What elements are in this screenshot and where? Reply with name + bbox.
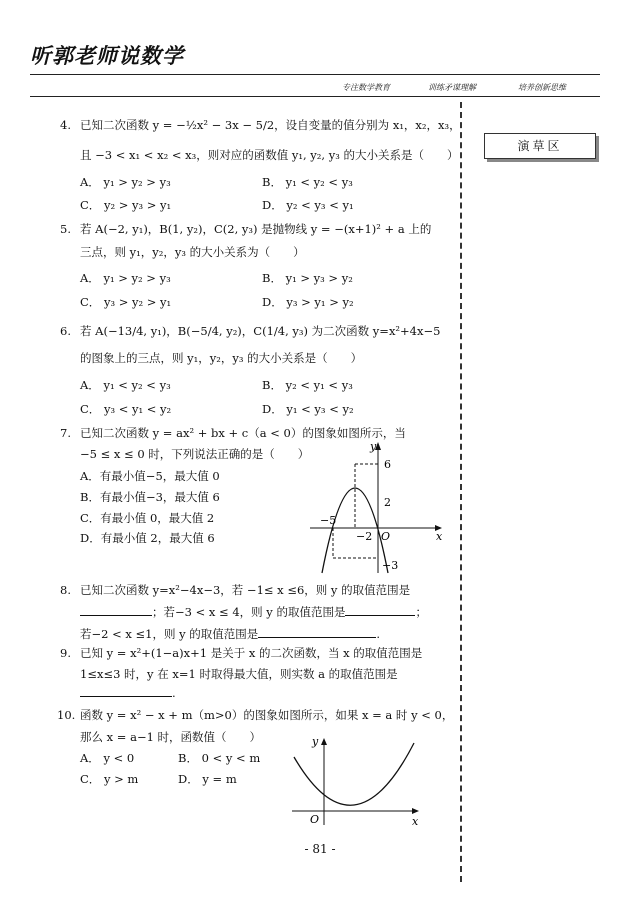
q5-option-d: D． y₃ > y₁ > y₂	[262, 295, 354, 309]
q9-number: 9.	[60, 646, 71, 660]
q8-line3-end: .	[376, 627, 380, 641]
q4-option-b: B． y₁ < y₂ < y₃	[262, 175, 353, 189]
q10-option-a: A． y < 0	[80, 751, 135, 765]
q5-option-c: C． y₃ > y₂ > y₁	[80, 295, 172, 309]
q10-parabola-graph	[286, 735, 431, 830]
q7-line2: −5 ≤ x ≤ 0 时，下列说法正确的是（ ）	[80, 447, 310, 461]
q4-option-a: A． y₁ > y₂ > y₃	[80, 175, 171, 189]
header-tag-2: 训练矛谋理解	[428, 83, 476, 92]
q9-line3-end: .	[172, 686, 176, 700]
q8-blank-2[interactable]	[345, 605, 415, 616]
q10-line2: 那么 x = a−1 时，函数值（ ）	[80, 730, 262, 744]
q10-label-x: x	[412, 815, 419, 828]
q7-option-d: D．有最小值 2，最大值 6	[80, 531, 215, 545]
q6-option-a: A． y₁ < y₂ < y₃	[80, 378, 171, 392]
q10-option-c: C． y > m	[80, 772, 139, 786]
q5-line1: 若 A(−2, y₁)，B(1, y₂)，C(2, y₃) 是抛物线 y = −(x+1)² + a 上的	[80, 222, 432, 236]
q7-label-y: y	[370, 440, 377, 453]
q8-blank-1[interactable]	[80, 605, 152, 616]
q9-blank[interactable]	[80, 686, 172, 697]
header-rule-top	[30, 74, 600, 75]
q10-label-y: y	[312, 735, 319, 748]
q9-line2: 1≤x≤3 时，y 在 x=1 时取得最大值，则实数 a 的取值范围是	[80, 667, 398, 681]
page-header-title: 听郭老师说数学	[30, 43, 184, 68]
q6-option-b: B． y₂ < y₁ < y₃	[262, 378, 353, 392]
q7-label-2: 2	[384, 496, 391, 509]
q8-line2-end: ；	[415, 605, 427, 619]
q10-y-arrow	[321, 738, 327, 745]
q10-line1: 函数 y = x² − x + m（m>0）的图象如图所示，如果 x = a 时 y < 0，	[80, 708, 454, 722]
q10-option-d: D． y = m	[178, 772, 237, 786]
q5-option-a: A． y₁ > y₂ > y₃	[80, 271, 171, 285]
q7-line1: 已知二次函数 y = ax² + bx + c（a < 0）的图象如图所示，当	[80, 426, 406, 440]
q7-option-b: B．有最小值−3，最大值 6	[80, 490, 220, 504]
scratch-area-label: 演草区	[484, 133, 596, 159]
q7-label-x: x	[436, 530, 443, 543]
q7-option-a: A．有最小值−5，最大值 0	[80, 469, 220, 483]
q8-line3-text: 若−2 < x ≤1，则 y 的取值范围是	[80, 627, 259, 641]
q7-label-neg2: −2	[356, 530, 373, 543]
q9-line1: 已知 y = x²+(1−a)x+1 是关于 x 的二次函数，当 x 的取值范围是	[80, 646, 423, 660]
q7-number: 7.	[60, 426, 71, 440]
q10-x-arrow	[412, 808, 419, 814]
header-tag-3: 培养创新思维	[518, 83, 566, 92]
q6-number: 6.	[60, 324, 71, 338]
scratch-divider	[460, 102, 462, 882]
header-rule-bottom	[30, 96, 600, 97]
q7-label-neg5: −5	[320, 514, 337, 527]
page-number: - 81 -	[304, 842, 336, 856]
q8-line2	[80, 605, 427, 620]
q5-line2: 三点，则 y₁，y₂，y₃ 的大小关系为（ ）	[80, 245, 305, 259]
q7-label-6: 6	[384, 458, 391, 471]
q8-line2-text: ；若−3 < x ≤ 4，则 y 的取值范围是	[152, 605, 346, 619]
q10-option-b: B． 0 < y < m	[178, 751, 261, 765]
q8-blank-3[interactable]	[258, 627, 376, 638]
q6-option-d: D． y₁ < y₃ < y₂	[262, 402, 354, 416]
q7-label-origin: O	[381, 530, 391, 543]
q4-option-c: C． y₂ > y₃ > y₁	[80, 198, 172, 212]
q6-line1: 若 A(−13/4, y₁)，B(−5/4, y₂)，C(1/4, y₃) 为二次函数 y=x²+4x−5	[80, 324, 441, 338]
q5-option-b: B． y₁ > y₃ > y₂	[262, 271, 353, 285]
q7-parabola-graph	[300, 438, 450, 578]
q8-number: 8.	[60, 583, 71, 597]
q8-line3	[80, 627, 380, 642]
q7-option-c: C．有最小值 0，最大值 2	[80, 511, 215, 525]
q7-label-neg3: −3	[382, 559, 399, 572]
q9-line3	[80, 686, 176, 701]
q4-number: 4.	[60, 118, 71, 132]
q4-line1: 已知二次函数 y = −½x² − 3x − 5/2，设自变量的值分别为 x₁，x₂，x₃，	[80, 118, 461, 132]
header-tag-1: 专注数学教育	[342, 83, 390, 92]
q6-line2: 的图象上的三点，则 y₁，y₂，y₃ 的大小关系是（ ）	[80, 351, 363, 365]
q4-line2: 且 −3 < x₁ < x₂ < x₃，则对应的函数值 y₁, y₂, y₃ 的大小关系是（ ）	[80, 148, 459, 162]
q8-line1: 已知二次函数 y=x²−4x−3，若 −1≤ x ≤6，则 y 的取值范围是	[80, 583, 411, 597]
q4-option-d: D． y₂ < y₃ < y₁	[262, 198, 354, 212]
q10-label-origin: O	[310, 813, 320, 826]
q5-number: 5.	[60, 222, 71, 236]
q6-option-c: C． y₃ < y₁ < y₂	[80, 402, 172, 416]
q10-parabola-curve	[294, 743, 414, 805]
q10-number: 10.	[57, 708, 76, 722]
